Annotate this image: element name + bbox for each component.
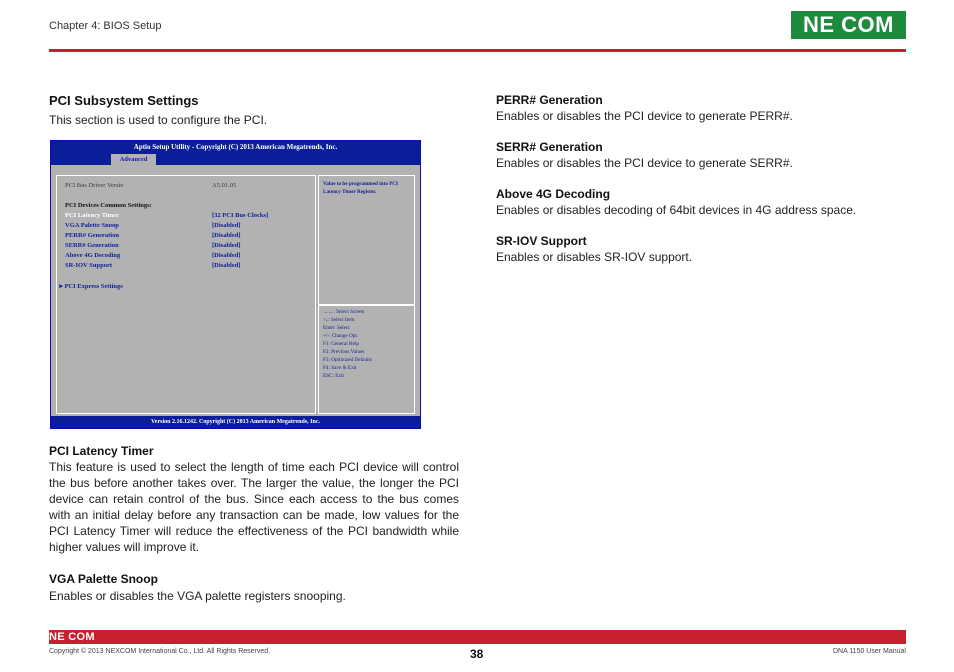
nexcom-logo bbox=[791, 11, 906, 39]
bios-tab-advanced[interactable]: Advanced bbox=[111, 154, 156, 165]
latency-timer-title: PCI Latency Timer bbox=[49, 444, 154, 458]
desc-line: with an initial delay before any transaction can be made, low values for the bbox=[49, 508, 459, 522]
bios-setting-label[interactable]: PERR# Generation bbox=[65, 232, 119, 239]
vga-snoop-title: VGA Palette Snoop bbox=[49, 572, 158, 586]
above4g-title: Above 4G Decoding bbox=[496, 187, 611, 201]
bios-setting-label[interactable]: Above 4G Decoding bbox=[65, 252, 121, 259]
footer-square-icon bbox=[890, 638, 896, 644]
bios-setting-label[interactable]: SR-IOV Support bbox=[65, 262, 113, 269]
section-intro: This section is used to configure the PCI. bbox=[49, 113, 268, 127]
bios-submenu-link[interactable] bbox=[58, 283, 123, 290]
footer-bar bbox=[49, 630, 906, 644]
copyright-text: Copyright © 2013 NEXCOM International Co., Ltd. All Rights Reserved. bbox=[49, 648, 271, 655]
latency-timer-desc bbox=[49, 459, 459, 555]
desc-line: the bus before another takes over. The larger the value, the longer the PCI bbox=[49, 476, 459, 490]
bios-setting-value[interactable]: [Disabled] bbox=[212, 242, 241, 249]
desc-line: PCI Latency Timer will reduce the effectiveness of the PCI bandwidth while bbox=[49, 524, 459, 538]
bios-driver-value: A5.01.05 bbox=[212, 182, 237, 189]
bios-setting-value[interactable]: [32 PCI Bus Clocks] bbox=[212, 212, 269, 219]
manual-title: DNA 1150 User Manual bbox=[832, 648, 906, 655]
bios-key-hint: →←: Select Screen bbox=[323, 309, 365, 315]
desc-line: device can retain control of the bus. Since each access to the bus comes bbox=[49, 492, 459, 506]
header-rule bbox=[49, 49, 906, 52]
bios-help-text: Value to be programmed into PCI Latency Timer Register. bbox=[323, 181, 399, 195]
serr-desc: Enables or disables the PCI device to generate SERR#. bbox=[496, 156, 793, 170]
bios-common-heading: PCI Devices Common Settings: bbox=[65, 202, 152, 209]
desc-line: This feature is used to select the length of time each PCI device will control bbox=[49, 460, 459, 474]
bios-help-panel bbox=[318, 175, 415, 305]
perr-desc: Enables or disables the PCI device to generate PERR#. bbox=[496, 109, 793, 123]
bios-setting-label[interactable]: PCI Latency Timer bbox=[65, 212, 119, 219]
bios-setting-value[interactable]: [Disabled] bbox=[212, 262, 241, 269]
above4g-desc: Enables or disables decoding of 64bit devices in 4G address space. bbox=[496, 203, 857, 217]
bios-key-hint: F4: Save & Exit bbox=[323, 365, 357, 371]
bios-setting-value[interactable]: [Disabled] bbox=[212, 232, 241, 239]
footer-logo: NE COM bbox=[49, 631, 95, 643]
serr-title: SERR# Generation bbox=[496, 140, 603, 154]
bios-screenshot bbox=[50, 140, 421, 429]
bios-key-hint: Enter: Select bbox=[323, 325, 350, 331]
bios-footer-bar: Version 2.16.1242. Copyright (C) 2013 American Megatrends, Inc. bbox=[51, 416, 420, 428]
bios-title-bar: Aptio Setup Utility - Copyright (C) 2013 American Megatrends, Inc. bbox=[51, 141, 420, 153]
bios-key-hint: F2: Previous Values bbox=[323, 349, 365, 355]
submenu-label: PCI Express Settings bbox=[64, 283, 123, 290]
sriov-title: SR-IOV Support bbox=[496, 234, 587, 248]
bios-driver-label: PCI Bus Driver Versio bbox=[65, 182, 124, 189]
bios-key-hint: F3: Optimized Defaults bbox=[323, 357, 372, 363]
section-title: PCI Subsystem Settings bbox=[49, 93, 199, 108]
sriov-desc: Enables or disables SR-IOV support. bbox=[496, 250, 693, 264]
bios-key-hint: F1: General Help bbox=[323, 341, 360, 347]
footer-square-icon bbox=[890, 630, 896, 636]
logo-text: NE COM bbox=[803, 12, 894, 37]
perr-title: PERR# Generation bbox=[496, 93, 603, 107]
chapter-title: Chapter 4: BIOS Setup bbox=[49, 20, 162, 32]
bios-setting-label[interactable]: SERR# Generation bbox=[65, 242, 119, 249]
bios-key-hint: ↑↓: Select Item bbox=[323, 317, 355, 323]
bios-keys-panel bbox=[318, 305, 415, 414]
bios-key-hint: ESC: Exit bbox=[323, 373, 344, 379]
submenu-arrow-icon: ► bbox=[58, 283, 65, 290]
bios-tab-bar bbox=[51, 153, 420, 165]
desc-line: higher values will improve it. bbox=[49, 540, 200, 554]
vga-snoop-desc: Enables or disables the VGA palette registers snooping. bbox=[49, 589, 346, 603]
bios-key-hint: +/-: Change Opt. bbox=[323, 333, 359, 339]
bios-main-panel bbox=[56, 175, 316, 414]
page-number: 38 bbox=[470, 647, 484, 661]
footer-square-icon bbox=[898, 638, 904, 644]
bios-setting-label[interactable]: VGA Palette Snoop bbox=[65, 222, 119, 229]
bios-setting-value[interactable]: [Disabled] bbox=[212, 252, 241, 259]
bios-setting-value[interactable]: [Disabled] bbox=[212, 222, 241, 229]
